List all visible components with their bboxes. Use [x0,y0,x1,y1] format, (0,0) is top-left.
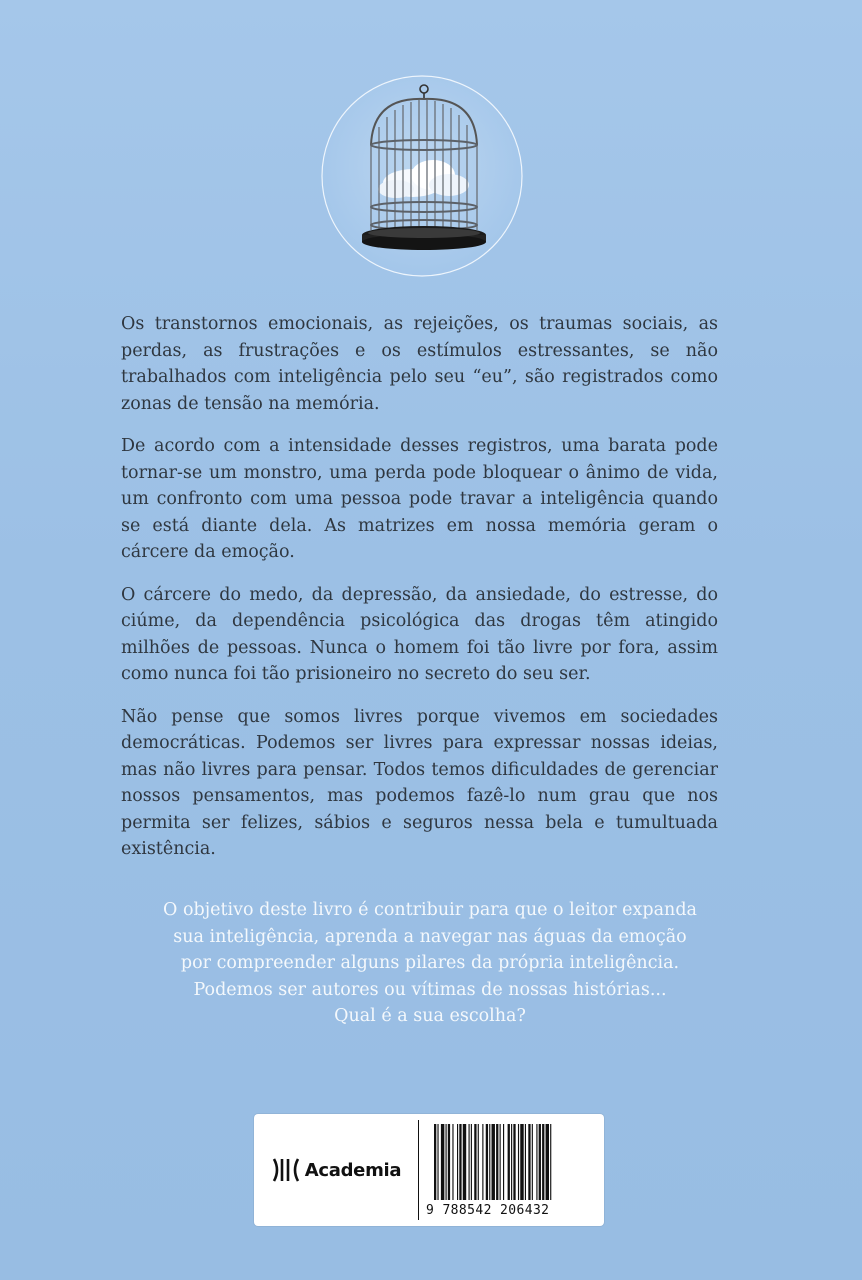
barcode-bar [539,1124,541,1200]
barcode-bar [536,1124,537,1200]
barcode-bar [500,1124,501,1200]
barcode-bar [452,1124,453,1200]
publisher [254,1114,418,1226]
barcode-bar [446,1124,447,1200]
barcode-bars [426,1124,596,1200]
barcode-bar [503,1124,504,1200]
isbn-number: 9 788542 206432 [426,1203,550,1218]
barcode-bar [448,1124,450,1200]
publisher-logo-icon [271,1156,301,1184]
barcode-bar [520,1124,523,1200]
barcode-bar [528,1124,530,1200]
barcode-bar [489,1124,490,1200]
barcode-bar [486,1124,488,1200]
barcode-bar [532,1124,533,1200]
barcode-bar [469,1124,470,1200]
highlight-quote [100,897,760,1030]
barcode-bar [437,1124,438,1200]
barcode-bar [511,1124,512,1200]
paragraph: O cárcere do medo, da depressão, da ansiedade, do estresse, do ciúme, da dependência psicológica das drogas têm atingido milhões de pessoas. Nunca o homem foi tão livre por fora, assim como nunca foi tão prisioneiro no secreto do seu ser. [121,584,718,684]
highlight-line: Podemos ser autores ou vítimas de nossas histórias... [193,979,667,1000]
divider [418,1120,419,1220]
publisher-logo [271,1156,402,1184]
barcode-bar [518,1124,519,1200]
barcode-bar [474,1124,476,1200]
highlight-line: sua inteligência, aprenda a navegar nas águas da emoção [173,926,687,947]
barcode-bar [508,1124,510,1200]
barcode-bar [546,1124,549,1200]
paragraph: Os transtornos emocionais, as rejeições, os traumas sociais, as perdas, as frustrações e os estímulos estressantes, se não trabalhados com inteligência pelo seu “eu”, são registrados como zonas de tensão na memória. [121,314,718,414]
barcode-bar [471,1124,472,1200]
barcode-bar [463,1124,466,1200]
barcode-bar [459,1124,461,1200]
barcode-bar [492,1124,495,1200]
birdcage-with-cloud-icon [321,75,523,277]
barcode-bar [482,1124,483,1200]
barcode-bar [550,1124,551,1200]
barcode-bar [457,1124,458,1200]
barcode-bar [478,1124,479,1200]
body-text [121,311,718,879]
barcode-bar [525,1124,526,1200]
barcode [426,1124,596,1220]
barcode-bar [542,1124,544,1200]
highlight-line: por compreender alguns pilares da própria inteligência. [180,953,680,973]
publisher-name: Academia [304,1159,402,1181]
barcode-bar [441,1124,444,1200]
highlight-line: Qual é a sua escolha? [334,1006,526,1026]
publisher-barcode-label [254,1114,604,1226]
highlight-line: O objetivo deste livro é contribuir para que o leitor expanda [163,900,697,920]
paragraph: De acordo com a intensidade desses registros, uma barata pode tornar-se um monstro, uma perda pode bloquear o ânimo de vida, um confronto com uma pessoa pode travar a inteligência quando se está diante dela. As matrizes em nossa memória geram o cárcere da emoção. [121,436,718,562]
barcode-bar [496,1124,498,1200]
barcode-bar [513,1124,515,1200]
barcode-bar [434,1124,436,1200]
paragraph: Não pense que somos livres porque vivemos em sociedades democráticas. Podemos ser livres para expressar nossas ideias, mas não livres para pensar. Todos temos dificuldades de gerenciar nossos pensamentos, mas podemos fazê-lo num grau que nos permita ser felizes, sábios e seguros nessa bela e tumultuada existência. [121,706,718,859]
